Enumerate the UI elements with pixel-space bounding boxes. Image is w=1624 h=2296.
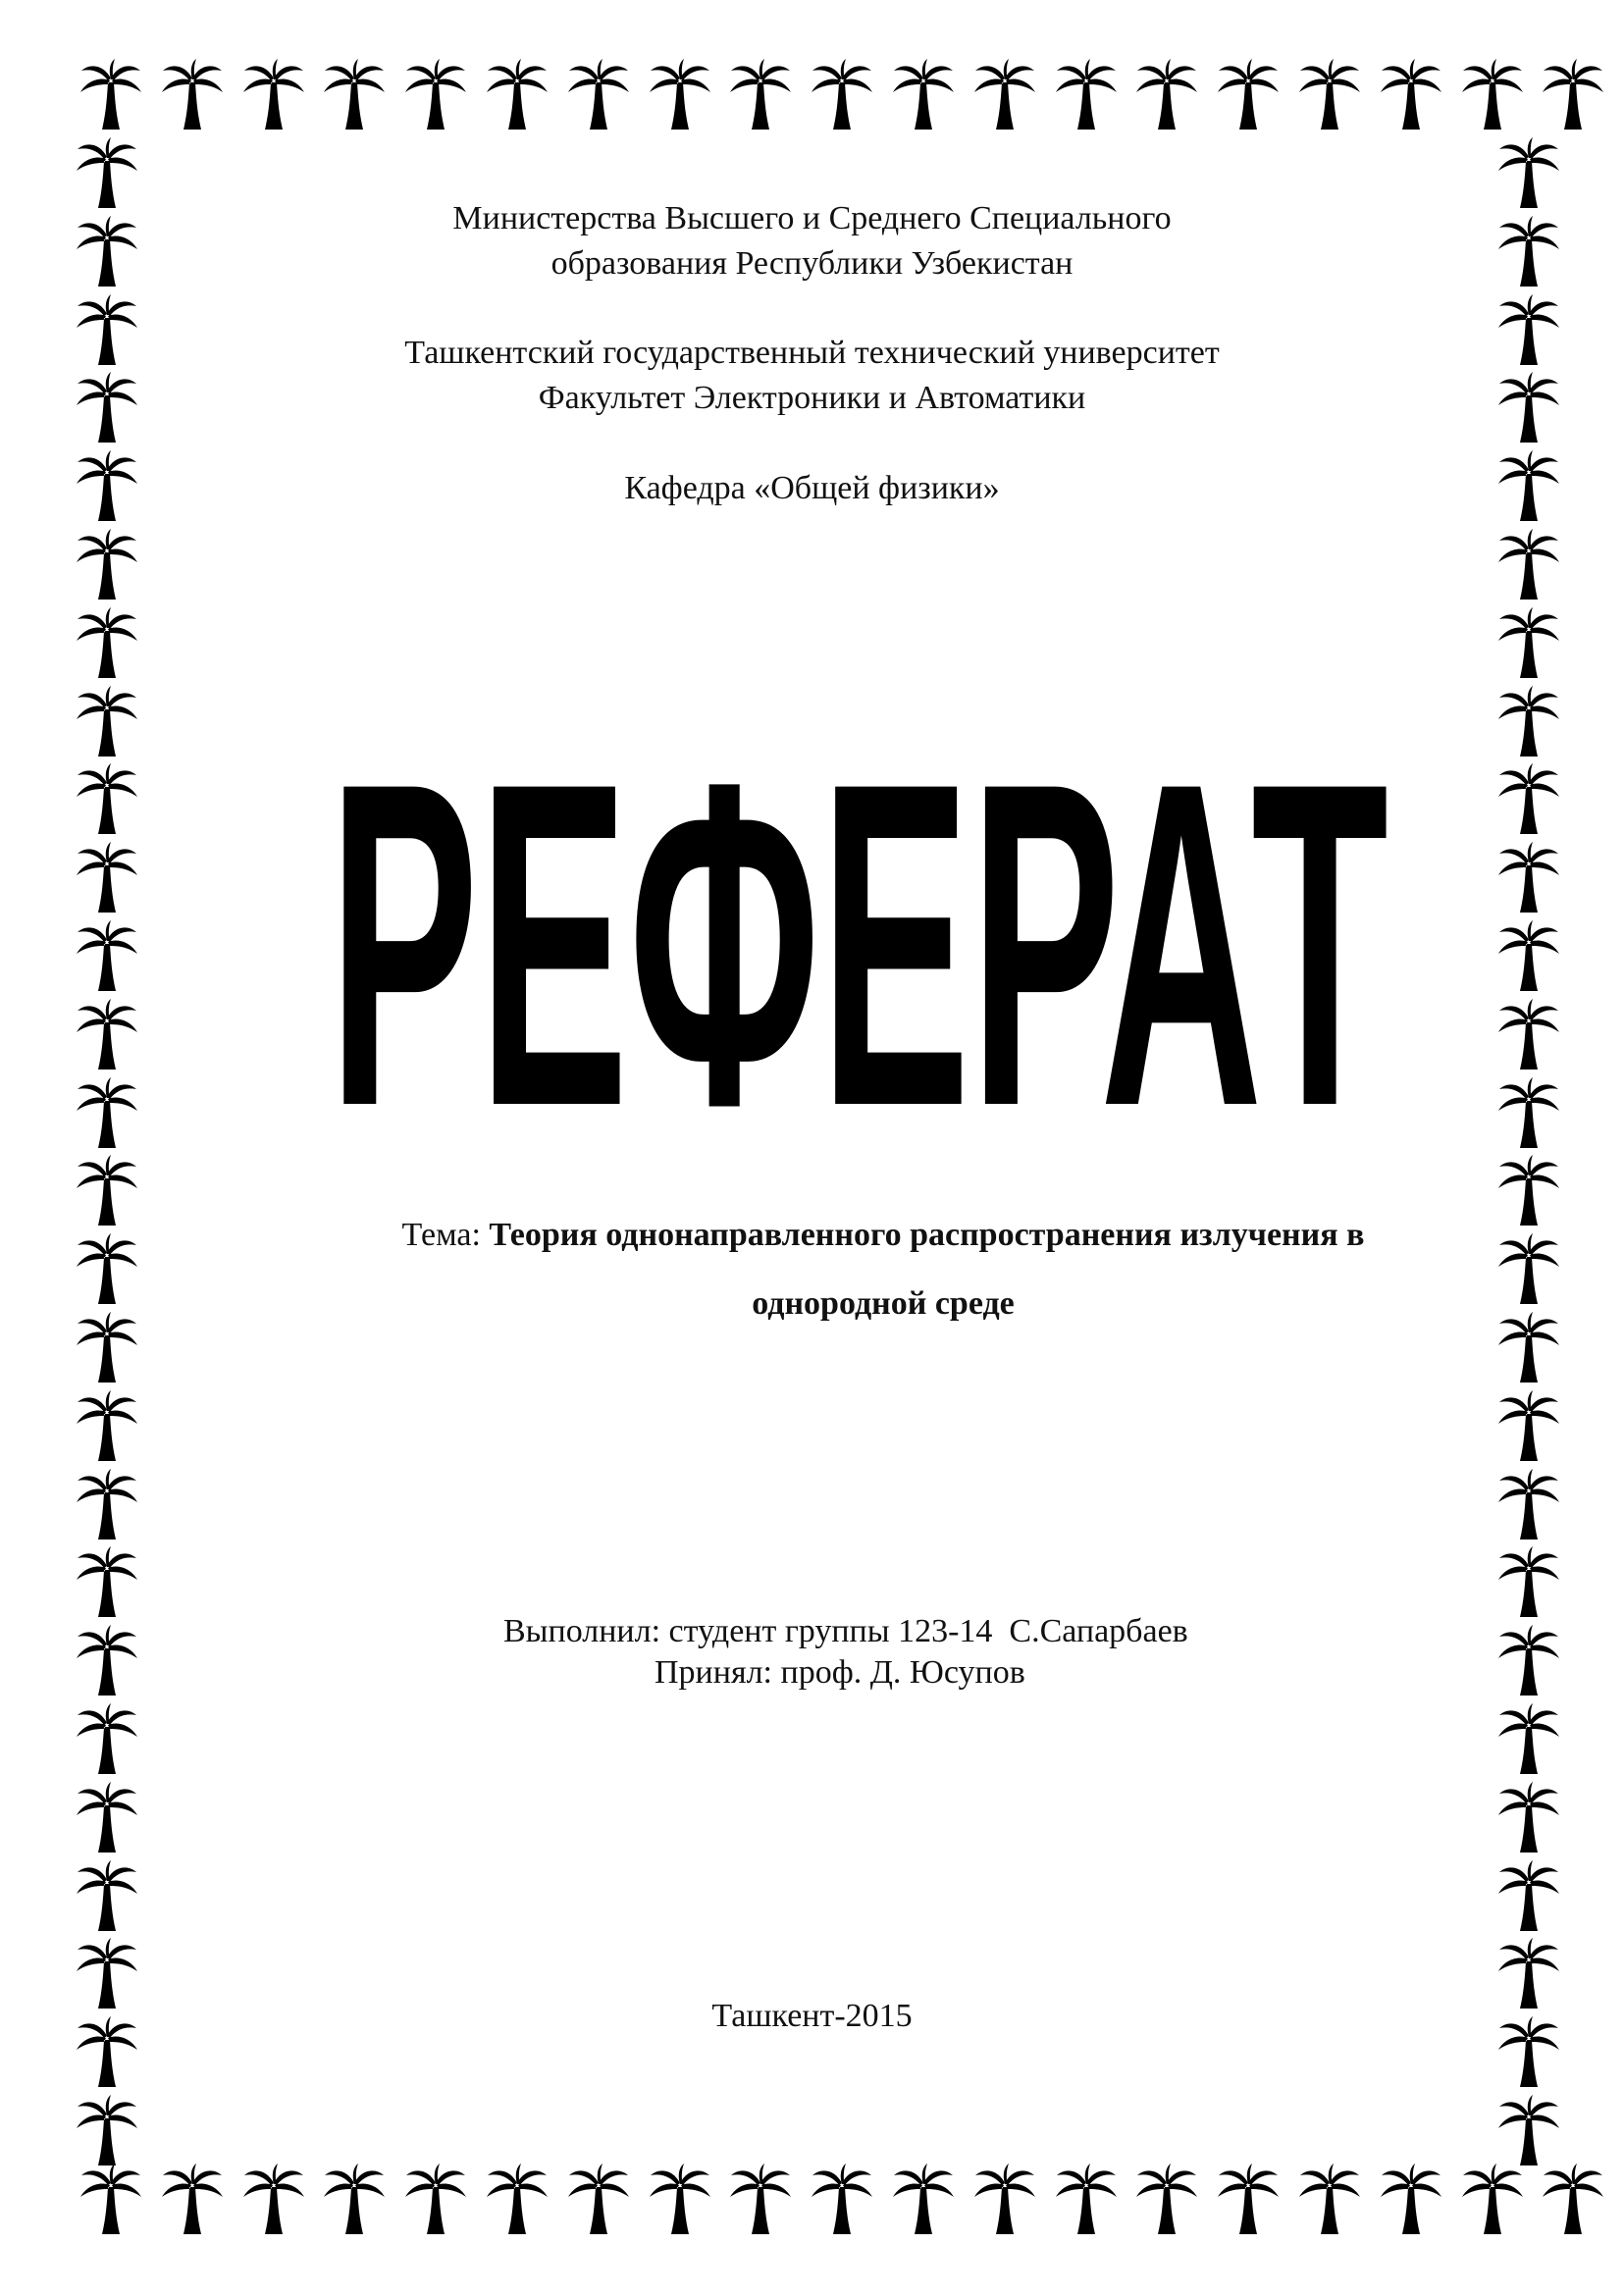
- palm-tree-icon: [1054, 2164, 1119, 2234]
- palm-tree-icon: [322, 2164, 387, 2234]
- palm-tree-icon: [79, 59, 143, 130]
- palm-tree-icon: [1496, 1625, 1561, 1696]
- palm-tree-icon: [566, 59, 631, 130]
- palm-tree-icon: [75, 1469, 139, 1539]
- palm-tree-icon: [1496, 999, 1561, 1070]
- palm-tree-icon: [810, 2164, 874, 2234]
- palm-tree-icon: [75, 529, 139, 600]
- palm-tree-icon: [1541, 59, 1605, 130]
- ministry-line-1: Министерства Высшего и Среднего Специального: [452, 200, 1172, 236]
- palm-tree-icon: [75, 686, 139, 757]
- title-wordart: [324, 643, 1393, 1153]
- accepted-by: Принял: проф. Д. Юсупов: [655, 1654, 1025, 1691]
- palm-tree-icon: [1134, 2164, 1199, 2234]
- palm-tree-icon: [75, 999, 139, 1070]
- palm-tree-icon: [75, 1546, 139, 1617]
- palm-tree-icon: [1496, 1546, 1561, 1617]
- palm-tree-icon: [566, 2164, 631, 2234]
- palm-tree-icon: [75, 1233, 139, 1304]
- palm-tree-icon: [75, 607, 139, 678]
- page-title: [324, 643, 1393, 1153]
- palm-tree-icon: [1496, 1703, 1561, 1774]
- topic-label: Тема:: [401, 1217, 490, 1253]
- palm-tree-icon: [75, 1312, 139, 1383]
- department-name: Кафедра «Общей физики»: [624, 470, 1000, 506]
- palm-tree-icon: [322, 59, 387, 130]
- palm-tree-icon: [972, 2164, 1037, 2234]
- palm-tree-icon: [1496, 1155, 1561, 1226]
- palm-tree-icon: [1379, 2164, 1443, 2234]
- palm-tree-icon: [79, 2164, 143, 2234]
- palm-tree-icon: [1134, 59, 1199, 130]
- palm-tree-icon: [1541, 2164, 1605, 2234]
- palm-tree-icon: [75, 1077, 139, 1148]
- palm-tree-icon: [1216, 59, 1281, 130]
- palm-tree-icon: [1496, 1312, 1561, 1383]
- palm-tree-icon: [972, 59, 1037, 130]
- topic-title-part-1: Теория однонаправленного распространения излучения в: [489, 1217, 1365, 1253]
- palm-tree-icon: [891, 59, 956, 130]
- palm-tree-icon: [1297, 59, 1362, 130]
- palm-tree-icon: [1496, 607, 1561, 678]
- city-year: Ташкент-2015: [711, 1998, 913, 2034]
- palm-tree-icon: [160, 59, 225, 130]
- palm-tree-icon: [1496, 920, 1561, 991]
- title-word: РЕФЕРАТ: [329, 687, 1388, 1153]
- palm-tree-icon: [648, 59, 712, 130]
- palm-tree-icon: [1460, 2164, 1525, 2234]
- palm-tree-icon: [75, 1155, 139, 1226]
- palm-tree-icon: [75, 1390, 139, 1461]
- palm-tree-icon: [75, 1703, 139, 1774]
- palm-tree-icon: [1297, 2164, 1362, 2234]
- palm-tree-icon: [728, 59, 793, 130]
- palm-tree-icon: [485, 2164, 550, 2234]
- palm-tree-icon: [75, 1625, 139, 1696]
- palm-tree-icon: [1054, 59, 1119, 130]
- topic-title-part-2: однородной среде: [752, 1285, 1015, 1322]
- palm-tree-icon: [728, 2164, 793, 2234]
- palm-tree-icon: [1496, 842, 1561, 913]
- palm-tree-icon: [1496, 1782, 1561, 1852]
- palm-tree-icon: [160, 2164, 225, 2234]
- ministry-heading: [0, 196, 1624, 287]
- university-name: Ташкентский государственный технический университет: [404, 335, 1220, 371]
- topic-line-1: [294, 1217, 1472, 1254]
- palm-tree-icon: [1496, 1390, 1561, 1461]
- palm-tree-icon: [241, 59, 306, 130]
- palm-tree-icon: [75, 920, 139, 991]
- palm-tree-icon: [891, 2164, 956, 2234]
- faculty-name: Факультет Электроники и Автоматики: [538, 380, 1086, 416]
- palm-tree-icon: [1496, 529, 1561, 600]
- palm-tree-icon: [1496, 1469, 1561, 1539]
- palm-tree-icon: [75, 1860, 139, 1931]
- palm-tree-icon: [1496, 1860, 1561, 1931]
- palm-tree-icon: [241, 2164, 306, 2234]
- palm-tree-icon: [810, 59, 874, 130]
- palm-tree-icon: [1496, 686, 1561, 757]
- palm-tree-icon: [1496, 1233, 1561, 1304]
- palm-tree-icon: [75, 763, 139, 834]
- ministry-line-2: образования Республики Узбекистан: [550, 245, 1074, 282]
- palm-tree-icon: [1496, 1077, 1561, 1148]
- palm-tree-icon: [75, 2095, 139, 2166]
- palm-tree-icon: [1216, 2164, 1281, 2234]
- university-heading: [0, 331, 1624, 421]
- palm-tree-icon: [403, 59, 468, 130]
- palm-tree-icon: [1496, 2095, 1561, 2166]
- palm-tree-icon: [403, 2164, 468, 2234]
- palm-tree-icon: [75, 842, 139, 913]
- palm-tree-icon: [1496, 763, 1561, 834]
- palm-tree-icon: [648, 2164, 712, 2234]
- performed-by: Выполнил: студент группы 123-14 С.Сапарбаев: [503, 1613, 1188, 1649]
- palm-tree-icon: [1379, 59, 1443, 130]
- palm-tree-icon: [485, 59, 550, 130]
- palm-tree-icon: [75, 1782, 139, 1852]
- palm-tree-icon: [1460, 59, 1525, 130]
